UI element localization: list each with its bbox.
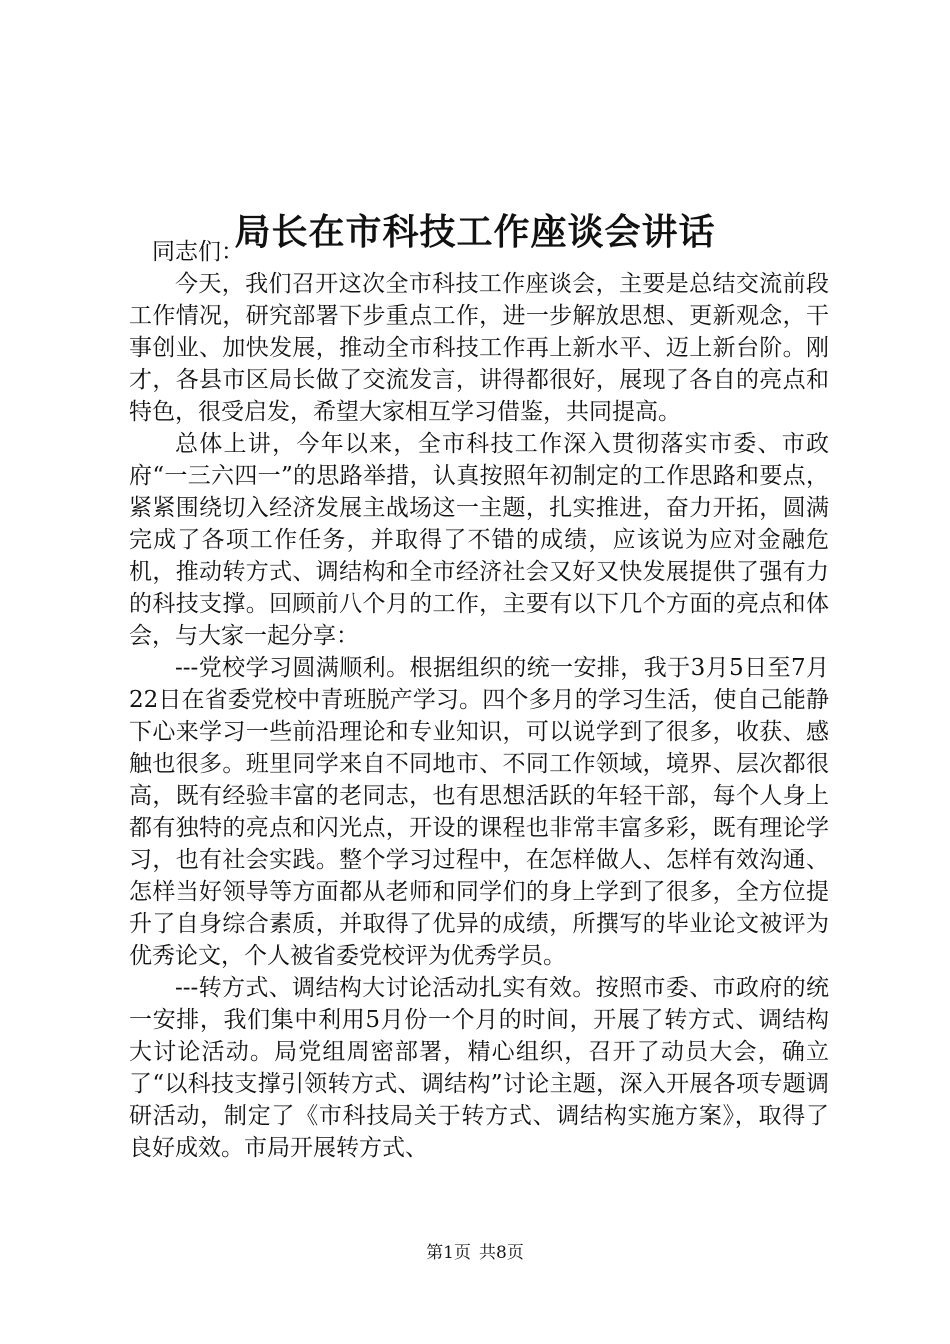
page-footer xyxy=(0,1242,950,1264)
body-paragraph: ---党校学习圆满顺利。根据组织的统一安排，我于3月5日至7月22日在省委党校中青班脱产学习。四个多月的学习生活，使自己能静下心来学习一些前沿理论和专业知识，可以说学到了很多，收获、感触也很多。班里同学来自不同地市、不同工作领域，境界、层次都很高，既有经验丰富的老同志，也有思想活跃的年轻干部，每个人身上都有独特的亮点和闪光点，开设的课程也非常丰富多彩，既有理论学习，也有社会实践。整个学习过程中，在怎样做人、怎样有效沟通、怎样当好领导等方面都从老师和同学们的身上学到了很多，全方位提升了自身综合素质，并取得了优异的成绩，所撰写的毕业论文被评为优秀论文，个人被省委党校评为优秀学员。 xyxy=(129,655,829,969)
body-paragraph: 总体上讲，今年以来，全市科技工作深入贯彻落实市委、市政府“一三六四一”的思路举措，认真按照年初制定的工作思路和要点，紧紧围绕切入经济发展主战场这一主题，扎实推进，奋力开拓，圆满完成了各项工作任务，并取得了不错的成绩，应该说为应对金融危机，推动转方式、调结构和全市经济社会又好又快发展提供了强有力的科技支撑。回顾前八个月的工作，主要有以下几个方面的亮点和体会，与大家一起分享： xyxy=(129,431,829,649)
page-number-total: 共8页 xyxy=(479,1243,524,1263)
body-paragraph: 今天，我们召开这次全市科技工作座谈会，主要是总结交流前段工作情况，研究部署下步重点工作，进一步解放思想、更新观念，干事创业、加快发展，推动全市科技工作再上新水平、迈上新台阶。刚才，各县市区局长做了交流发言，讲得都很好，展现了各自的亮点和特色，很受启发，希望大家相互学习借鉴，共同提高。 xyxy=(129,271,829,425)
document-title: 局长在市科技工作座谈会讲话 xyxy=(234,211,716,254)
greeting-line: 同志们： xyxy=(152,239,244,265)
document-body xyxy=(129,236,829,1164)
page-number-current: 第1页 xyxy=(426,1243,471,1263)
body-paragraph: ---转方式、调结构大讨论活动扎实有效。按照市委、市政府的统一安排，我们集中利用5月份一个月的时间，开展了转方式、调结构大讨论活动。局党组周密部署，精心组织，召开了动员大会，确立了“以科技支撑引领转方式、调结构”讨论主题，深入开展各项专题调研活动，制定了《市科技局关于转方式、调结构实施方案》，取得了良好成效。市局开展转方式、 xyxy=(129,975,829,1161)
